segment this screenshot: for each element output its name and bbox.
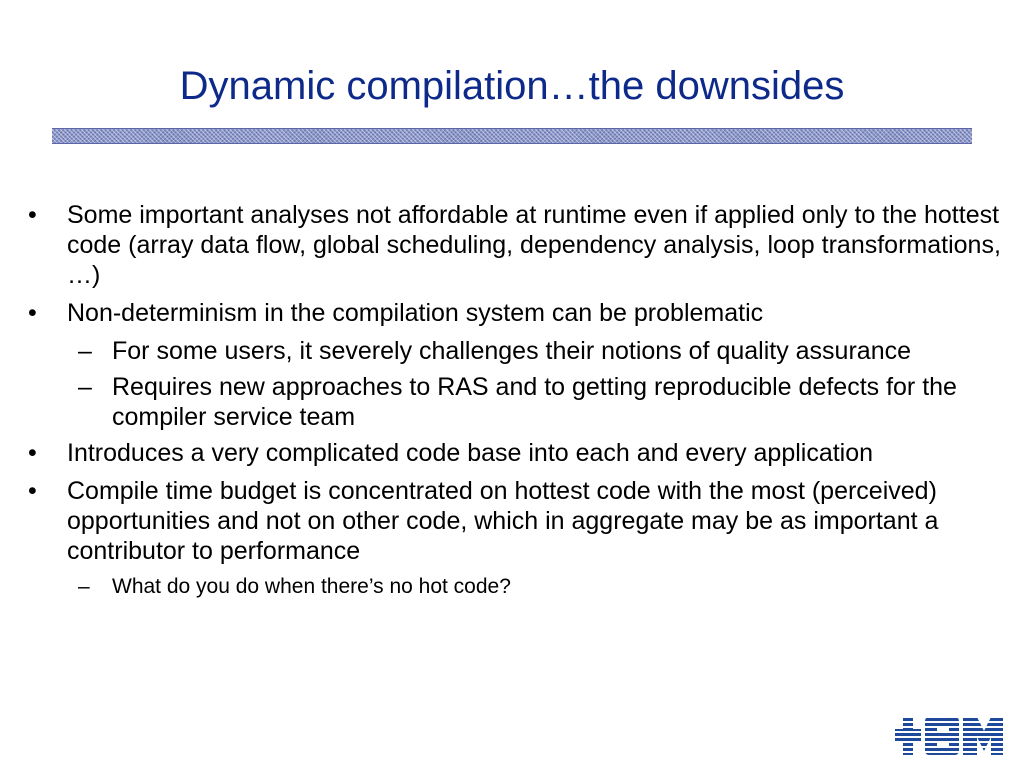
bullet-item — [28, 438, 1003, 468]
bullet-marker: • — [28, 201, 37, 229]
bullet-marker: • — [28, 477, 37, 505]
bullet-marker: • — [28, 439, 37, 467]
bullet-marker: • — [28, 299, 37, 327]
bullet-text: Compile time budget is concentrated on hottest code with the most (perceived) opportunities and not on other code, which in aggregate may be as important a contributor to performance — [67, 477, 939, 565]
sub-bullet-text: Requires new approaches to RAS and to getting reproducible defects for the compiler service team — [112, 373, 957, 431]
title-divider — [52, 128, 972, 144]
bullet-text: Introduces a very complicated code base into each and every application — [67, 439, 874, 467]
bullet-item — [28, 200, 1003, 290]
bullet-item — [28, 476, 1003, 566]
sub-bullet-item — [28, 336, 1003, 366]
bullet-item — [28, 298, 1003, 328]
slide-title: Dynamic compilation…the downsides — [179, 64, 845, 108]
sub-bullet-item — [28, 372, 1003, 432]
bullet-text: Some important analyses not affordable at runtime even if applied only to the hottest code (array data flow, global scheduling, dependency analysis, loop transformations, …) — [67, 201, 1001, 289]
sub-bullet-text: For some users, it severely challenges their notions of quality assurance — [112, 337, 911, 365]
sub-bullet-text: What do you do when there’s no hot code? — [112, 575, 511, 598]
dash-marker: – — [78, 337, 92, 365]
bullet-list — [28, 200, 1003, 606]
ibm-logo-icon — [893, 713, 1005, 759]
dash-marker: – — [78, 575, 90, 598]
sub-bullet-item — [28, 574, 1003, 600]
bullet-text: Non-determinism in the compilation system can be problematic — [67, 299, 764, 327]
dash-marker: – — [78, 373, 92, 401]
